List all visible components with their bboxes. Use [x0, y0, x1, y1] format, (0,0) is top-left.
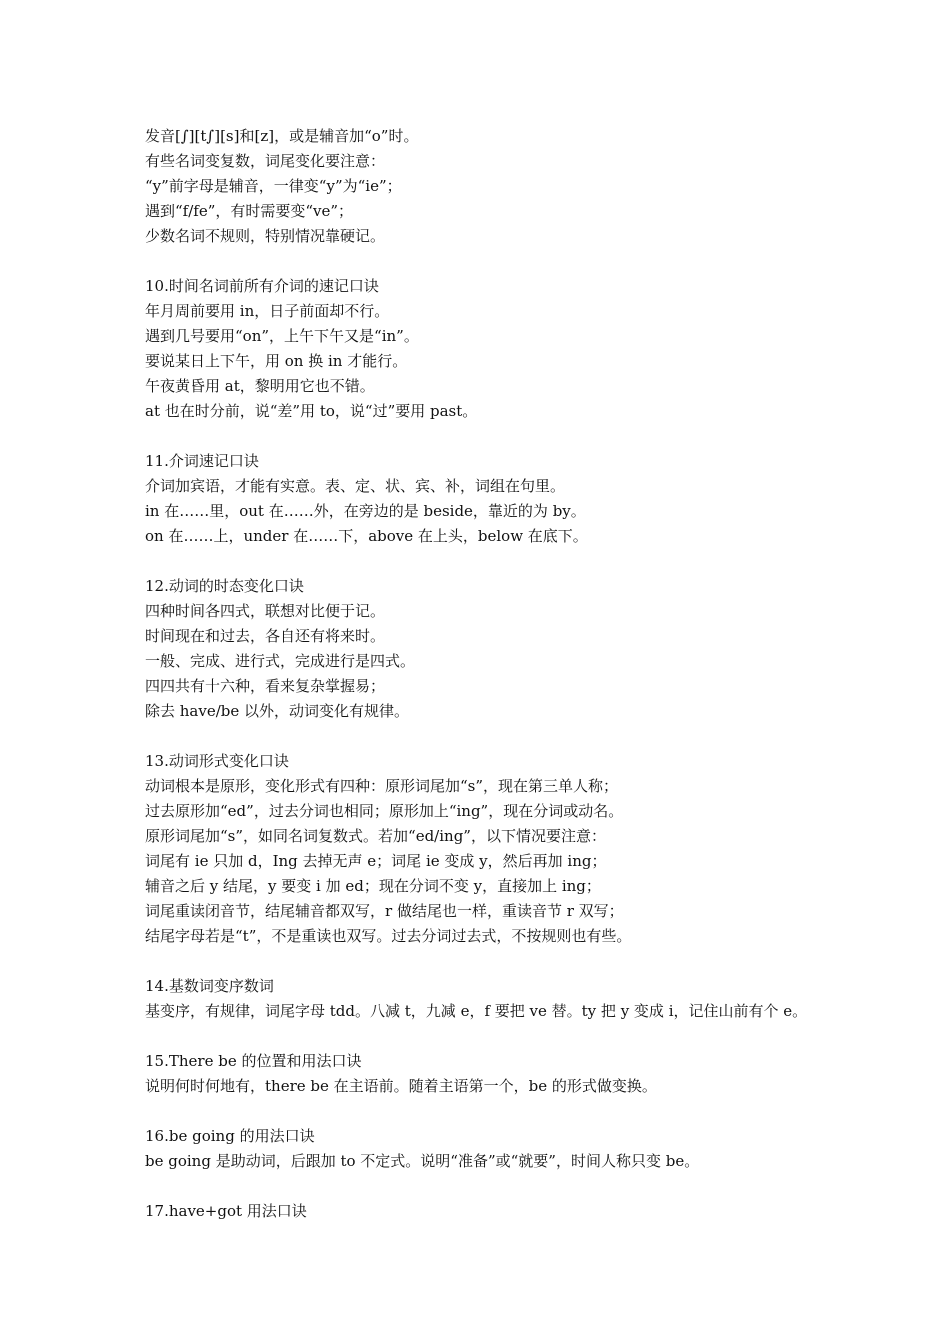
text-line: 介词加宾语，才能有实意。表、定、状、宾、补，词组在句里。 [145, 477, 566, 495]
text-line: in 在……里，out 在……外，在旁边的是 beside，靠近的为 by。 [145, 502, 586, 520]
text-line: 除去 have/be 以外，动词变化有规律。 [145, 702, 410, 720]
text-line: 年月周前要用 in，日子前面却不行。 [145, 302, 390, 320]
text-line: 时间现在和过去，各自还有将来时。 [145, 627, 386, 645]
text-line: 动词根本是原形，变化形式有四种：原形词尾加“s”，现在第三单人称； [145, 777, 619, 795]
text-line: 要说某日上下午，用 on 换 in 才能行。 [145, 352, 408, 370]
blank-line [145, 724, 935, 749]
section-heading: 13.动词形式变化口诀 [145, 752, 289, 770]
blank-line [145, 549, 935, 574]
section-heading: 11.介词速记口诀 [145, 452, 259, 470]
blank-line [145, 1024, 935, 1049]
text-line: 词尾重读闭音节，结尾辅音都双写，r 做结尾也一样，重读音节 r 双写； [145, 902, 624, 920]
text-line: “y”前字母是辅音，一律变“y”为“ie”； [145, 177, 402, 195]
text-line: 有些名词变复数，词尾变化要注意： [145, 152, 386, 170]
text-line: at 也在时分前，说“差”用 to，说“过”要用 past。 [145, 402, 478, 420]
text-line: 少数名词不规则，特别情况靠硬记。 [145, 227, 386, 245]
section-heading: 14.基数词变序数词 [145, 977, 274, 995]
text-line: 四四共有十六种，看来复杂掌握易； [145, 677, 386, 695]
document-page [145, 124, 935, 1224]
section-heading: 16.be going 的用法口诀 [145, 1127, 315, 1145]
blank-line [145, 949, 935, 974]
text-line: 辅音之后 y 结尾，y 要变 i 加 ed；现在分词不变 y，直接加上 ing； [145, 877, 601, 895]
text-line: be going 是助动词，后跟加 to 不定式。说明“准备”或“就要”，时间人称只变 be。 [145, 1152, 700, 1170]
blank-line [145, 424, 935, 449]
section-heading: 17.have+got 用法口诀 [145, 1202, 307, 1220]
blank-line [145, 1174, 935, 1199]
text-line: on 在……上，under 在……下，above 在上头，below 在底下。 [145, 527, 588, 545]
text-line: 午夜黄昏用 at，黎明用它也不错。 [145, 377, 375, 395]
text-line: 结尾字母若是“t”，不是重读也双写。过去分词过去式，不按规则也有些。 [145, 927, 632, 945]
text-line: 发音[∫][t∫][s]和[z]，或是辅音加“o”时。 [145, 127, 419, 145]
section-heading: 15.There be 的位置和用法口诀 [145, 1052, 362, 1070]
text-line: 遇到几号要用“on”，上午下午又是“in”。 [145, 327, 419, 345]
text-line: 过去原形加“ed”，过去分词也相同；原形加上“ing”，现在分词或动名。 [145, 802, 624, 820]
text-line: 遇到“f/fe”，有时需要变“ve”； [145, 202, 354, 220]
blank-line [145, 249, 935, 274]
text-line: 说明何时何地有，there be 在主语前。随着主语第一个，be 的形式做变换。 [145, 1077, 657, 1095]
text-line: 一般、完成、进行式，完成进行是四式。 [145, 652, 416, 670]
blank-line [145, 1099, 935, 1124]
text-line: 原形词尾加“s”，如同名词复数式。若加“ed/ing”，以下情况要注意： [145, 827, 606, 845]
text-line: 四种时间各四式，联想对比便于记。 [145, 602, 386, 620]
section-heading: 12.动词的时态变化口诀 [145, 577, 304, 595]
text-line: 词尾有 ie 只加 d，Ing 去掉无声 e；词尾 ie 变成 y，然后再加 ing； [145, 852, 607, 870]
text-line: 基变序，有规律，词尾字母 tdd。八减 t，九减 e，f 要把 ve 替。ty 把 y 变成 i，记住山前有个 e。 [145, 1002, 808, 1020]
section-heading: 10.时间名词前所有介词的速记口诀 [145, 277, 379, 295]
